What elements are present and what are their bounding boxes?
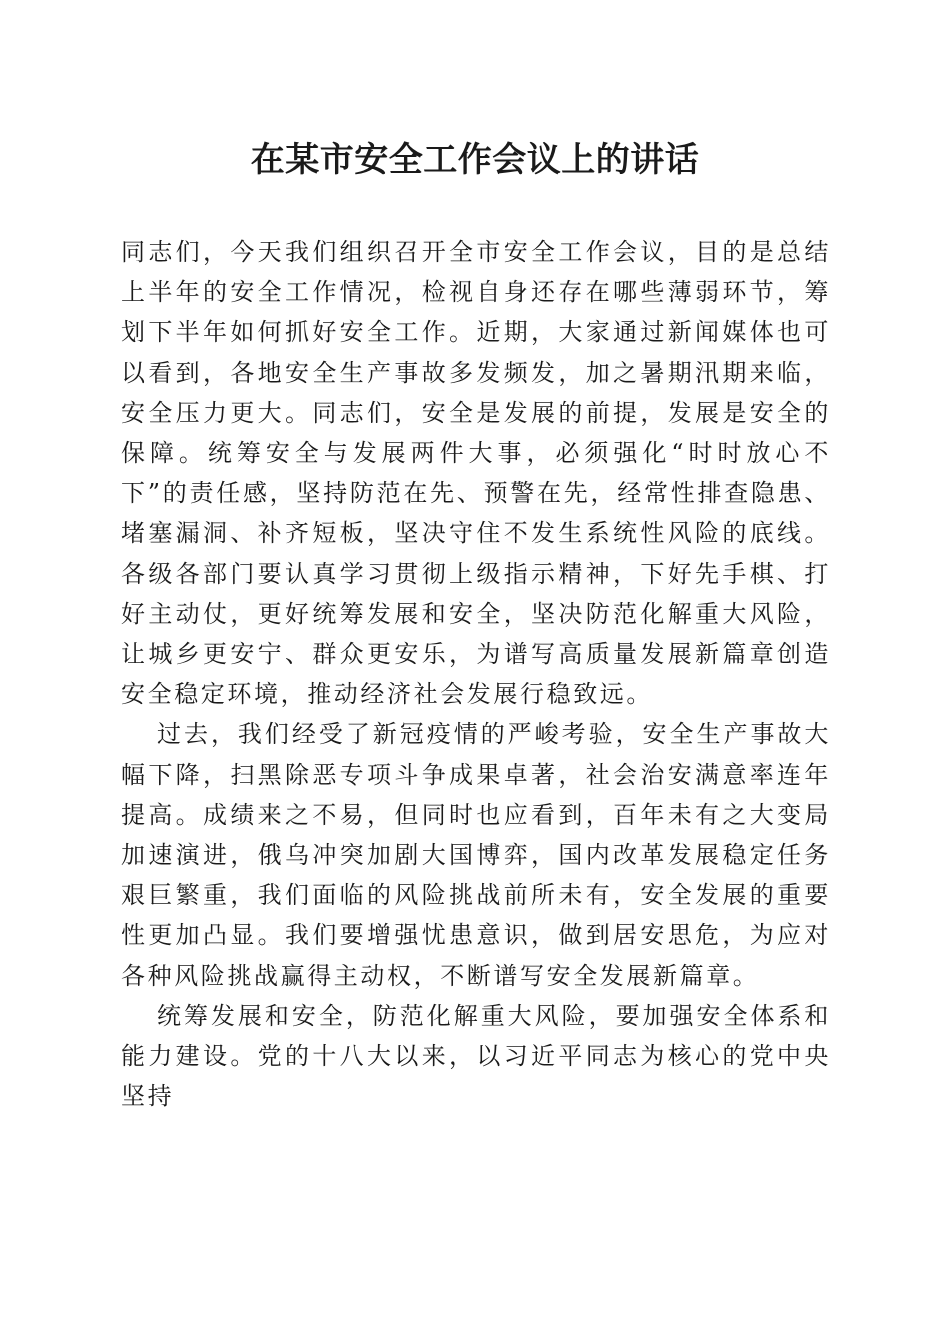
- paragraph-past: 过去，我们经受了新冠疫情的严峻考验，安全生产事故大幅下降，扫黑除恶专项斗争成果卓著，社会治安满意率连年提高。成绩来之不易，但同时也应看到，百年未有之大变局加速演进，俄乌冲突加剧大国博弈，国内改革发展稳定任务艰巨繁重，我们面临的风险挑战前所未有，安全发展的重要性更加凸显。我们要增强忧患意识，做到居安思危，为应对各种风险挑战赢得主动权，不断谱写安全发展新篇章。: [121, 720, 831, 990]
- document-title: 在某市安全工作会议上的讲话: [250, 140, 700, 180]
- document-body: [121, 232, 831, 1116]
- paragraph-opening: 同志们，今天我们组织召开全市安全工作会议，目的是总结上半年的安全工作情况，检视自身还存在哪些薄弱环节，筹划下半年如何抓好安全工作。近期，大家通过新闻媒体也可以看到，各地安全生产事故多发频发，加之暑期汛期来临，安全压力更大。同志们，安全是发展的前提，发展是安全的保障。统筹安全与发展两件大事，必须强化“时时放心不下”的责任感，坚持防范在先、预警在先，经常性排查隐患、堵塞漏洞、补齐短板，坚决守住不发生系统性风险的底线。各级各部门要认真学习贯彻上级指示精神，下好先手棋、打好主动仗，更好统筹发展和安全，坚决防范化解重大风险，让城乡更安宁、群众更安乐，为谱写高质量发展新篇章创造安全稳定环境，推动经济社会发展行稳致远。: [121, 238, 831, 709]
- paragraph-system: 统筹发展和安全，防范化解重大风险，要加强安全体系和能力建设。党的十八大以来，以习近平同志为核心的党中央坚持: [121, 1001, 831, 1111]
